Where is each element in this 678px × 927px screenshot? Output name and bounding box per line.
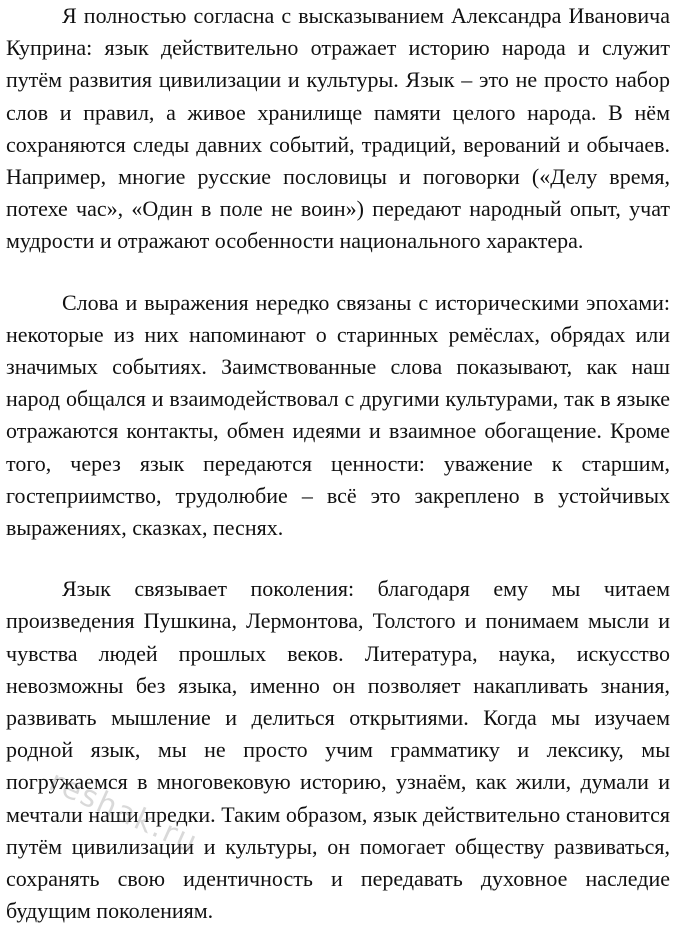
paragraph-spacer: [6, 258, 670, 287]
watermark: reshak.ru: [43, 764, 204, 861]
paragraph-spacer: [6, 544, 670, 573]
paragraph-1: Я полностью согласна с высказыванием Александра Ивановича Куприна: язык действительно отражает историю народа и служит путём развития цивилизации и культуры. Язык – это не просто набор слов и правил, а живое хранилище памяти целого народа. В нём сохраняются следы давних событий, традиций, верований и обычаев. Например, многие русские пословицы и поговорки («Делу время, потехе час», «Один в поле не воин») передают народный опыт, учат мудрости и отражают особенности национального характера.: [6, 3, 670, 254]
paragraph-2: Слова и выражения нередко связаны с историческими эпохами: некоторые из них напоминают о старинных ремёслах, обрядах или значимых событиях. Заимствованные слова показывают, как наш народ общался и взаимодействовал с другими культурами, так в языке отражаются контакты, обмен идеями и взаимное обогащение. Кроме того, через язык передаются ценности: уважение к старшим, гостеприимство, трудолюбие – всё это закреплено в устойчивых выражениях, сказках, песнях.: [6, 289, 670, 541]
paragraph-3: Язык связывает поколения: благодаря ему мы читаем произведения Пушкина, Лермонтова, Толстого и понимаем мысли и чувства людей прошлых веков. Литература, наука, искусство невозможны без языка, именно он позволяет накапливать знания, развивать мышление и делиться открытиями. Когда мы изучаем родной язык, мы не просто учим грамматику и лексику, мы погружаемся в многовековую историю, узнаём, как жили, думали и мечтали наши предки. Таким образом, язык действительно становится путём цивилизации и культуры, он помогает обществу развиваться, сохранять свою идентичность и передавать духовное наследие будущим поколениям.: [6, 576, 670, 924]
